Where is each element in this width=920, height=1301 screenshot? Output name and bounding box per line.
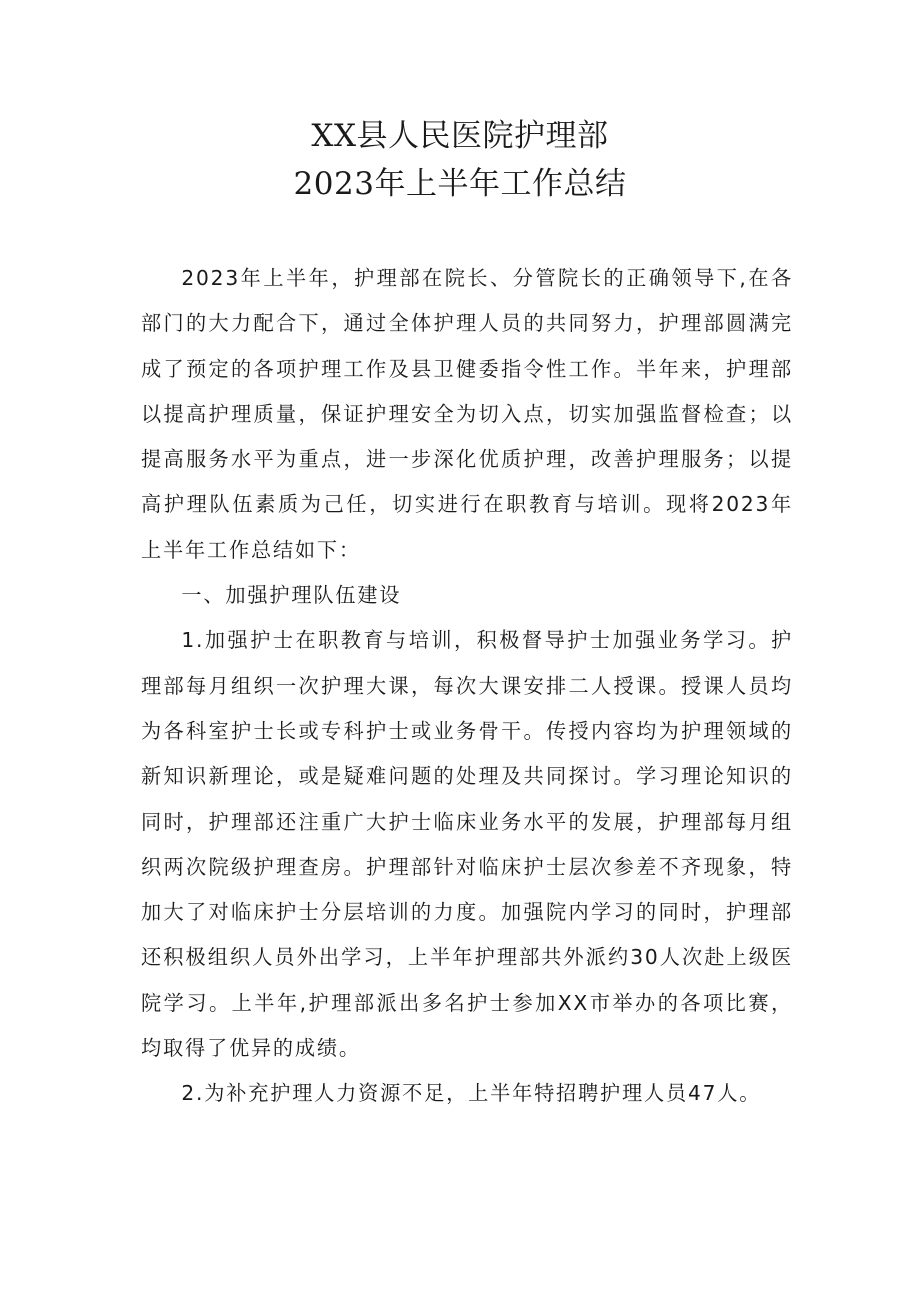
document-body [141, 256, 793, 1117]
title-line-hospital: XX县人民医院护理部 [311, 118, 609, 154]
title-line-report: 2023年上半年工作总结 [293, 166, 627, 202]
item-1-paragraph: 1.加强护士在职教育与培训，积极督导护士加强业务学习。护理部每月组织一次护理大课，每次大课安排二人授课。授课人员均为各科室护士长或专科护士或业务骨干。传授内容均为护理领域的新知识新理论，或是疑难问题的处理及共同探讨。学习理论知识的同时，护理部还注重广大护士临床业务水平的发展，护理部每月组织两次院级护理查房。护理部针对临床护士层次参差不齐现象，特加大了对临床护士分层培训的力度。加强院内学习的同时，护理部还积极组织人员外出学习，上半年护理部共外派约30人次赴上级医院学习。上半年,护理部派出多名护士参加XX市举办的各项比赛，均取得了优异的成绩。 [141, 628, 793, 1061]
section-heading-team-building: 一、加强护理队伍建设 [181, 583, 402, 608]
intro-paragraph: 2023年上半年，护理部在院长、分管院长的正确领导下,在各部门的大力配合下，通过全体护理人员的共同努力，护理部圆满完成了预定的各项护理工作及县卫健委指令性工作。半年来，护理部以提高护理质量，保证护理安全为切入点，切实加强监督检查；以提高服务水平为重点，进一步深化优质护理，改善护理服务；以提高护理队伍素质为己任，切实进行在职教育与培训。现将2023年上半年工作总结如下： [141, 266, 793, 562]
document-title [0, 112, 920, 208]
item-2-paragraph: 2.为补充护理人力资源不足，上半年特招聘护理人员47人。 [181, 1081, 762, 1106]
